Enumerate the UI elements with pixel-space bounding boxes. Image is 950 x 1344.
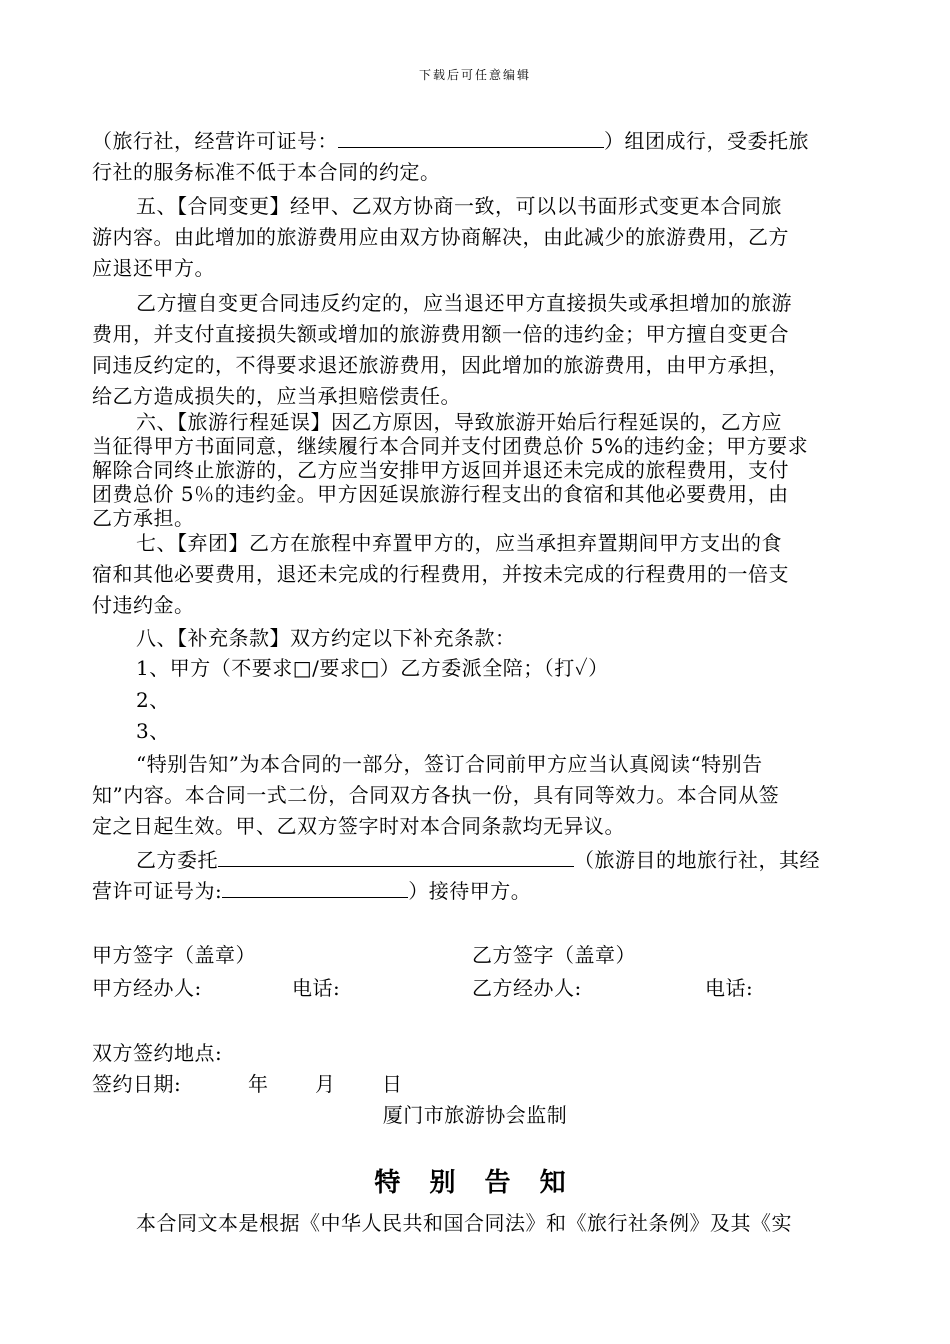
paragraph-line: 给乙方造成损失的，应当承担赔偿责任。 — [92, 384, 461, 408]
paragraph-line: 应退还甲方。 — [92, 256, 215, 280]
paragraph-line: 定之日起生效。甲、乙双方签字时对本合同条款均无异议。 — [92, 814, 625, 838]
paragraph-line: 本合同文本是根据《中华人民共和国合同法》和《旅行社条例》及其《实 — [136, 1211, 792, 1235]
paragraph-line — [136, 847, 906, 873]
party-a-signature-label: 甲方签字（盖章） — [92, 943, 256, 967]
signing-date-row — [92, 1071, 862, 1097]
party-b-signature-label: 乙方签字（盖章） — [472, 943, 636, 967]
signature-row — [92, 942, 862, 968]
supervisor-label: 厦门市旅游协会监制 — [382, 1103, 568, 1127]
paragraph-line: 知”内容。本合同一式二份，合同双方各执一份，具有同等效力。本合同从签 — [92, 783, 780, 807]
paragraph-line: 解除合同终止旅游的，乙方应当安排甲方返回并退还未完成的旅程费用，支付 — [92, 458, 789, 482]
page-header: 下载后可任意编辑 — [418, 68, 531, 82]
text-segment: （旅行社，经营许可证号： — [92, 129, 338, 153]
paragraph-line: 2、 — [136, 688, 170, 712]
paragraph-line: 八、【补充条款】双方约定以下补充条款： — [136, 626, 516, 650]
paragraph-line: 费用，并支付直接损失额或增加的旅游费用额一倍的违约金；甲方擅自变更合 — [92, 322, 789, 346]
party-b-agent-label: 乙方经办人: — [472, 976, 582, 1000]
text-segment: （旅游目的地旅行社，其经 — [574, 848, 820, 872]
paragraph-line: 乙方承担。 — [92, 506, 195, 530]
paragraph-line: 行社的服务标准不低于本合同的约定。 — [92, 160, 441, 184]
paragraph-line: 游内容。由此增加的旅游费用应由双方协商解决，由此减少的旅游费用，乙方 — [92, 225, 789, 249]
paragraph-line: 1、甲方（不要求□/要求□）乙方委派全陪；（打✓） — [136, 656, 609, 680]
license-number-blank[interactable] — [338, 129, 604, 148]
paragraph-line: “特别告知”为本合同的一部分，签订合同前甲方应当认真阅读“特别告 — [136, 752, 763, 776]
signing-date-label: 签约日期: — [92, 1072, 182, 1096]
paragraph-line: 团费总价 5％的违约金。甲方因延误旅游行程支出的食宿和其他必要费用，由 — [92, 482, 789, 506]
year-label: 年 — [248, 1072, 269, 1096]
paragraph-line: 六、【旅游行程延误】因乙方原因，导致旅游开始后行程延误的，乙方应 — [136, 410, 782, 434]
party-a-agent-label: 甲方经办人: — [92, 976, 202, 1000]
month-label: 月 — [315, 1072, 336, 1096]
paragraph-line: 乙方擅自变更合同违反约定的，应当退还甲方直接损失或承担增加的旅游 — [136, 291, 792, 315]
text-segment: 营许可证号为: — [92, 879, 223, 903]
agency-name-blank[interactable] — [218, 848, 574, 867]
notice-title: 特 别 告 知 — [374, 1168, 576, 1198]
paragraph-line: 当征得甲方书面同意，继续履行本合同并支付团费总价 5%的违约金；甲方要求 — [92, 434, 809, 458]
paragraph-line: 宿和其他必要费用，退还未完成的行程费用，并按未完成的行程费用的一倍支 — [92, 562, 789, 586]
paragraph-line — [92, 128, 862, 154]
paragraph-line: 3、 — [136, 719, 170, 743]
text-segment: 乙方委托 — [136, 848, 218, 872]
paragraph-line: 同违反约定的，不得要求退还旅游费用，因此增加的旅游费用，由甲方承担， — [92, 353, 789, 377]
license-number-blank[interactable] — [222, 879, 408, 898]
text-segment: ）组团成行，受委托旅 — [604, 129, 809, 153]
day-label: 日 — [382, 1072, 403, 1096]
agent-row — [92, 975, 862, 1001]
paragraph-line: 五、【合同变更】经甲、乙双方协商一致，可以以书面形式变更本合同旅 — [136, 194, 782, 218]
paragraph-line: 付违约金。 — [92, 593, 195, 617]
party-a-phone-label: 电话: — [292, 976, 341, 1000]
paragraph-line — [92, 878, 862, 904]
party-b-phone-label: 电话: — [705, 976, 754, 1000]
text-segment: ）接待甲方。 — [408, 879, 532, 903]
paragraph-line: 七、【弃团】乙方在旅程中弃置甲方的，应当承担弃置期间甲方支出的食 — [136, 531, 782, 555]
signing-place-label: 双方签约地点: — [92, 1041, 223, 1065]
